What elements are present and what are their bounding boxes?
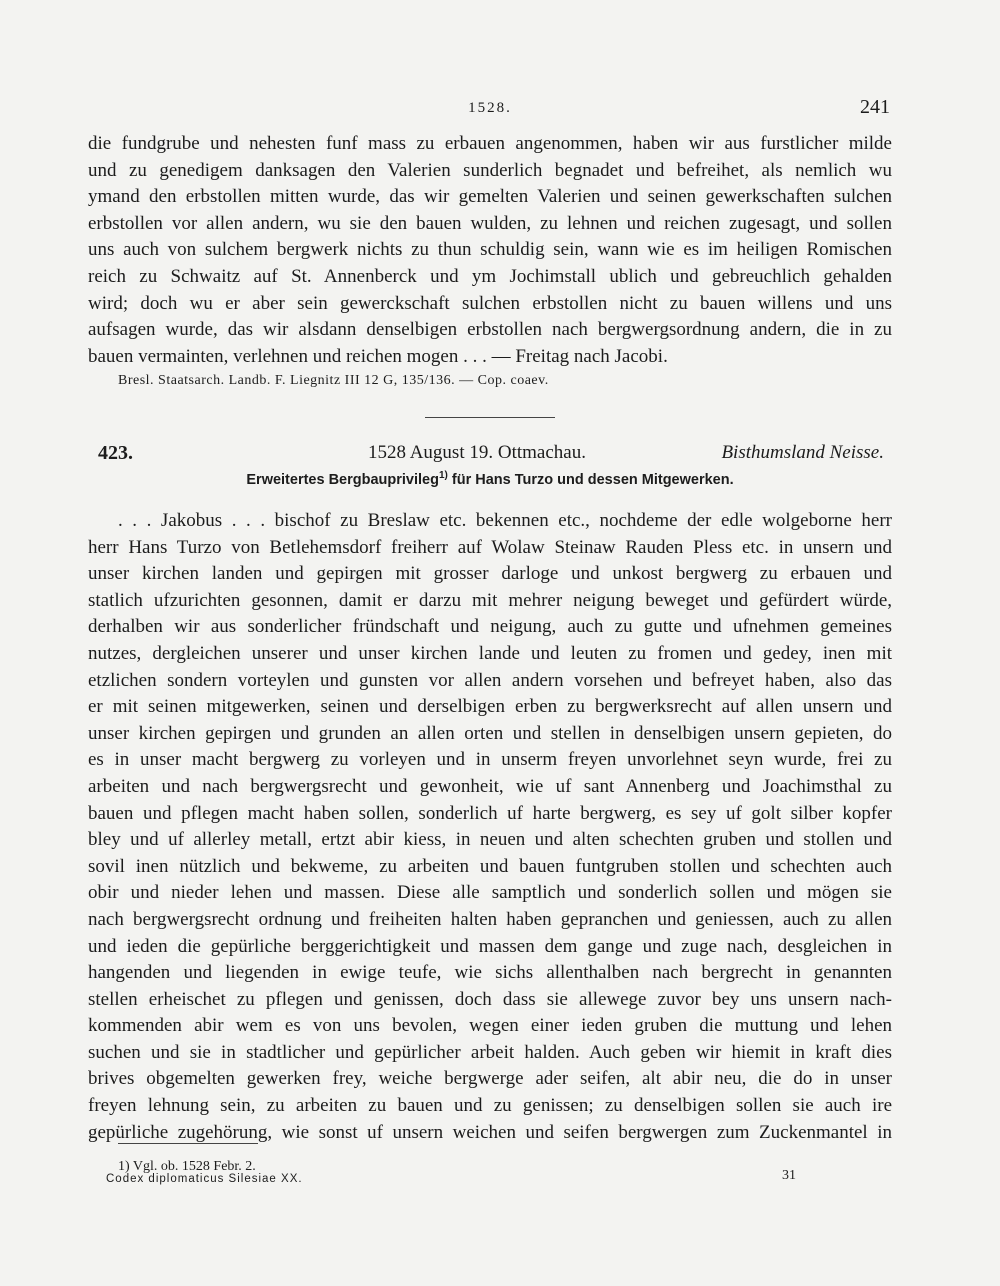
- text-line: und ieden die gepürliche berggerichtigkeit und massen dem gange und zuge nach, desgleichen in: [88, 935, 892, 957]
- text-line: hangenden und liegenden in ewige teufe, wie sichs allenthalben nach bergrecht in genannten: [88, 962, 892, 984]
- page-number: 241: [860, 96, 890, 118]
- text-line: herr Hans Turzo von Betlehemsdorf freiherr auf Wolaw Steinaw Rauden Pless etc. in unsern und: [88, 536, 892, 558]
- text-line: kommenden abir wem es von uns bevolen, wegen einer ieden gruben die muttung und lehen: [88, 1015, 892, 1037]
- text-line: bley und uf allerley metall, ertzt abir kiess, in neuen und alten schechten gruben und stollen und: [88, 829, 892, 851]
- footnote-ref: 1): [438, 470, 448, 481]
- paragraph-document: [88, 508, 892, 1146]
- section-divider: [425, 417, 555, 418]
- text-line: uns auch von sulchem bergwerk nichts zu thun schuldig sein, wann wie es im heiligen Romischen: [88, 239, 892, 261]
- text-line: ymand den erbstollen mitten wurde, das wir gemelten Valerien und seinen gewerkschaften sulchen: [88, 186, 892, 208]
- text-line: und zu genedigem danksagen den Valerien sunderlich begnadet und befreihet, als nemlich wu: [88, 159, 892, 181]
- text-line: unser kirchen landen und gepirgen mit grosser darloge und unkost bergwerg zu erbauen und: [88, 563, 892, 585]
- text-line: stellen erheischet zu pflegen und genissen, doch dass sie allewege zuvor bey uns unsern nach-: [88, 988, 892, 1010]
- subject-title: Erweitertes Bergbauprivileg: [246, 471, 439, 488]
- text-line: freyen lehnung sein, zu arbeiten zu bauen und zu genissen; zu denselbigen sollen sie auch ire: [88, 1095, 892, 1117]
- text-line: statlich ufzurichten gesonnen, damit er darzu mit mehrer neigung beweget und gefürdert würde,: [88, 589, 892, 611]
- text-line: er mit seinen mitgewerken, seinen und derselbigen erben zu bergwerksrecht auf allen unsern und: [88, 696, 892, 718]
- text-line: sovil inen nützlich und bekweme, zu arbeiten und bauen funtgruben stollen und schechten auch: [88, 855, 892, 877]
- text-line: bauen vermainten, verlehnen und reichen mogen . . . — Freitag nach Jacobi.: [88, 345, 668, 367]
- text-line: unser kirchen gepirgen und grunden an allen orten und stellen in denselbigen unsern gepieten, do: [88, 722, 892, 744]
- header-year: 1528.: [468, 100, 512, 116]
- document-page: [88, 0, 892, 1286]
- entry-place: Bisthumsland Neisse.: [721, 442, 884, 463]
- text-line: arbeiten und nach bergwergsrecht und gewonheit, wie uf sant Annenberg und Joachimsthal zu: [88, 775, 892, 797]
- text-line: aufsagen wurde, das wir alsdann denselbigen erbstollen nach bergwergsordnung andern, die in zu: [88, 319, 892, 341]
- entry-number: 423.: [98, 442, 133, 464]
- text-line: etzlichen sondern vorteylen und gunsten vor allen andern vorsehen und befreyet haben, also das: [88, 669, 892, 691]
- text-line: nutzes, dergleichen unserer und unser kirchen lande und leuten zu fromen und gedey, inen mit: [88, 642, 892, 664]
- sheet-signature: 31: [782, 1168, 796, 1183]
- paragraph-continuation: [88, 131, 892, 370]
- text-line: obir und nieder lehen und massen. Diese alle samptlich und sonderlich sollen und mögen sie: [88, 882, 892, 904]
- subject-rest: für Hans Turzo und dessen Mitgewerken.: [447, 471, 734, 488]
- entry-date: 1528 August 19. Ottmachau.: [368, 442, 586, 463]
- source-citation: Bresl. Staatsarch. Landb. F. Liegnitz III 12 G, 135/136. — Cop. coaev.: [118, 373, 549, 388]
- text-line: die fundgrube und nehesten funf mass zu erbauen angenommen, haben wir aus furstlicher milde: [88, 133, 892, 154]
- text-line: bauen und pflegen macht haben sollen, sonderlich uf harte bergwerg, es sey uf golt silber kopfer: [88, 802, 892, 824]
- text-line: reich zu Schwaitz auf St. Annenberck und ym Jochimstall ublich und gebreuchlich gehalden: [88, 265, 892, 287]
- text-line: derhalben wir aus sonderlicher fründschaft und neigung, auch zu gutte und ufnehmen gemeines: [88, 616, 892, 638]
- entry-heading: [98, 442, 884, 468]
- footnote-divider: [118, 1143, 258, 1144]
- entry-subject: [88, 470, 892, 488]
- text-line: es in unser macht bergwerg zu vorleyen und in unserm freyen unvorlehnet seyn wurde, frei zu: [88, 749, 892, 771]
- text-line: suchen und sie in stadtlicher und gepürlicher arbeit halden. Auch geben wir hiemit in kraft dies: [88, 1041, 892, 1063]
- text-line: erbstollen vor allen andern, wu sie den bauen wulden, zu lehnen und reichen zugesagt, und sollen: [88, 212, 892, 234]
- codex-signature-line: Codex diplomaticus Silesiae XX.: [106, 1173, 303, 1185]
- text-line: nach bergwergsrecht ordnung und freiheiten halten haben gepranchen und geniessen, auch zu allen: [88, 908, 892, 930]
- text-line: gepürliche zugehörung, wie sonst uf unsern weichen und seifen bergwergen zum Zuckenmantel in: [88, 1121, 892, 1143]
- running-header: [88, 96, 892, 120]
- text-line: brives obgemelten gewerken frey, weiche bergwerge ader seifen, alt abir neu, die do in unser: [88, 1068, 892, 1090]
- footnote: 1) Vgl. ob. 1528 Febr. 2.: [118, 1159, 256, 1174]
- text-line: wird; doch wu er aber sein gewerckschaft sulchen erbstollen nicht zu bauen willens und uns: [88, 292, 892, 314]
- text-line: . . . Jakobus . . . bischof zu Breslaw etc. bekennen etc., nochdeme der edle wolgeborne herr: [118, 510, 892, 531]
